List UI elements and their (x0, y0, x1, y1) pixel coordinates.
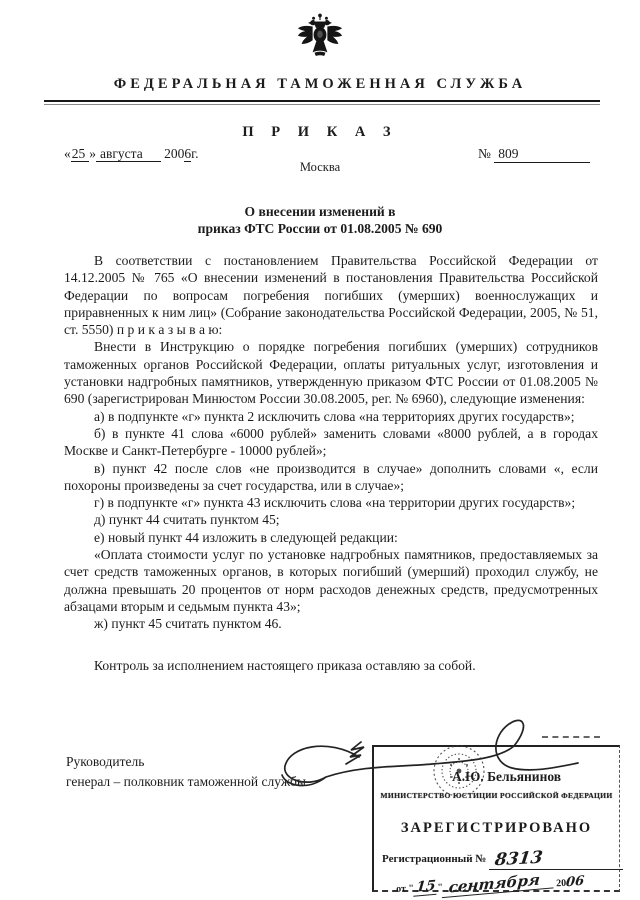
date-day: 25 (71, 146, 90, 162)
date-quote-open: « (64, 146, 71, 161)
stamp-reg-number: 8313 (493, 847, 544, 871)
paragraph: г) в подпункте «г» пункта 43 исключить слова «на территории других государств»; (94, 495, 576, 511)
paragraph: а) в подпункте «г» пункта 2 исключить слова «на территориях других государств»; (94, 408, 575, 424)
date-year-digit: 6 (184, 146, 192, 161)
stamp-reg-label: Регистрационный № (382, 853, 487, 865)
order-title-line2: приказ ФТС России от 01.08.2005 № 690 (197, 221, 443, 236)
paragraph: ж) пункт 45 считать пунктом 46. (94, 616, 282, 632)
order-number-value: 809 (494, 146, 590, 163)
order-title-line1: О внесении изменений в (244, 204, 396, 219)
signature-position-line2: генерал – полковник таможенной службы (66, 774, 306, 789)
agency-name: ФЕДЕРАЛЬНАЯ ТАМОЖЕННАЯ СЛУЖБА (113, 76, 527, 92)
control-line: Контроль за исполнением настоящего приказа оставляю за собой. (94, 657, 476, 673)
order-body (64, 252, 598, 674)
stamp-registered-label: ЗАРЕГИСТРИРОВАНО (400, 820, 593, 836)
stamp-date-year-printed: 20 (555, 877, 567, 890)
header-rule (44, 100, 600, 105)
stamp-ministry-line: МИНИСТЕРСТВО ЮСТИЦИИ РОССИЙСКОЙ ФЕДЕРАЦИИ (380, 791, 613, 800)
signature-position-line1: Руководитель (66, 754, 145, 769)
paragraph: в) пункт 42 после слов «не производится в случае» дополнить словами «, если похороны произведены за счет государства, или в случае»; (64, 460, 598, 493)
order-title (0, 203, 640, 237)
stamp-registration-number-line (382, 849, 613, 870)
order-city: Москва (299, 160, 341, 174)
date-month: августа (96, 146, 161, 162)
doc-type-heading: П Р И К А З (242, 124, 398, 140)
paragraph: В соответствии с постановлением Правительства Российской Федерации от 14.12.2005 № 765 «О внесении изменений в постановления Правительства Российской Федерации по вопросам погребения погибших (умерших) военнослужащих и приравненных к ним лиц» (Собрание законодательства Российской Федерации, 2005, № 51, ст. 5550) п р и к а з ы в а ю: (64, 253, 598, 338)
stamp-date-from: от " (395, 883, 415, 895)
date-year-printed: 200 (164, 146, 185, 161)
date-quote-close: » (89, 146, 96, 161)
signature-scribble (262, 716, 592, 812)
stamp-date-year-digit: 06 (565, 873, 585, 891)
stamp-date-day: 15 (413, 878, 438, 897)
stamp-date-quote-close: " (437, 882, 444, 894)
stamp-date-line (396, 870, 614, 897)
order-number-label: № (478, 146, 491, 161)
date-suffix: г. (191, 146, 199, 161)
signature-name: А.Ю. Бельянинов (452, 769, 562, 784)
double-headed-eagle-icon (297, 11, 343, 65)
paragraph: «Оплата стоимости услуг по установке надгробных памятников, предоставляемых за счет средств таможенных органов, в которых погибший (умерший) проходил службу, не должна превышать 20 процентов от норм расходов денежных средств, предусмотренных абзацами вторым и седьмым пункта 43»; (64, 547, 598, 614)
paragraph: е) новый пункт 44 изложить в следующей редакции: (94, 529, 398, 545)
stamp-date-month: сентября (442, 869, 555, 898)
paragraph: Внести в Инструкцию о порядке погребения погибших (умерших) сотрудников таможенных органов Российской Федерации, оплаты ритуальных услуг, изготовления и установки надгробных памятников, утвержденную приказом ФТС России от 01.08.2005 № 690 (зарегистрирован Минюстом России 30.08.2005, рег. № 6960), следующие изменения: (64, 339, 598, 407)
paragraph: б) в пункте 41 слова «6000 рублей» заменить словами «8000 рублей, а в городах Москве и Санкт-Петербурге - 10000 рублей»; (64, 425, 598, 459)
paragraph: д) пункт 44 считать пунктом 45; (94, 512, 280, 528)
